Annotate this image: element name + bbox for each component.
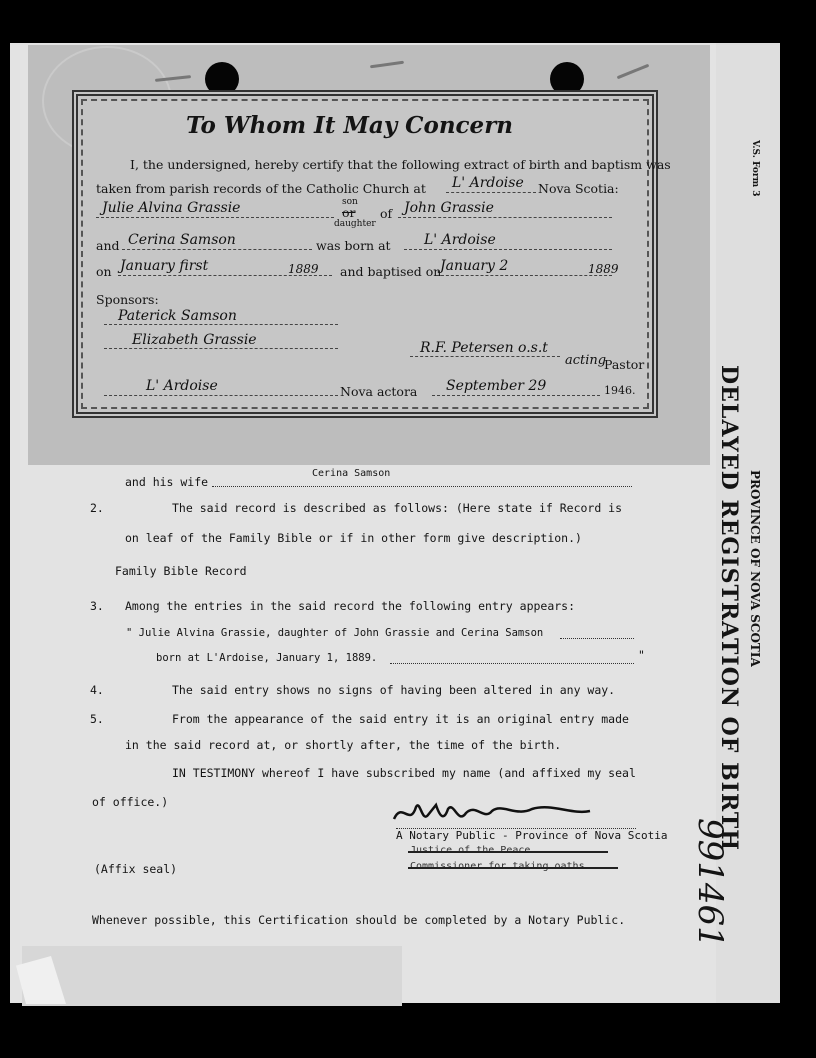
fill-line — [104, 348, 338, 349]
fill-line — [410, 356, 560, 357]
baptised-label: and baptised on — [340, 264, 442, 279]
registration-number: 991461 — [690, 818, 730, 948]
province-label: PROVINCE OF NOVA SCOTIA — [748, 470, 762, 667]
seal-note: (Affix seal) — [94, 862, 178, 876]
or-label: or — [342, 205, 356, 220]
entry-line-1: " Julie Alvina Grassie, daughter of John Grassie and Cerina Samson — [126, 627, 544, 639]
fill-line — [446, 192, 536, 193]
item-4-text: The said entry shows no signs of having been altered in any way. — [172, 683, 616, 697]
acting-label: acting — [565, 353, 607, 368]
pastor-signature: R.F. Petersen o.s.t — [420, 340, 548, 356]
mother-name: Cerina Samson — [128, 232, 236, 248]
issue-place: L' Ardoise — [146, 378, 218, 394]
child-name: Julie Alvina Grassie — [102, 200, 241, 216]
on-label: on — [96, 264, 112, 279]
father-name: John Grassie — [404, 200, 494, 216]
strikethrough — [408, 851, 608, 853]
strikethrough — [408, 867, 618, 869]
issue-date: September 29 — [446, 378, 547, 394]
records-line: taken from parish records of the Catholic Church at — [96, 181, 426, 196]
entry-close: " — [638, 648, 645, 662]
sponsors-label: Sponsors: — [96, 292, 159, 307]
pastor-label: Pastor — [604, 357, 645, 372]
parish-place: L' Ardoise — [452, 175, 524, 191]
testimony-text-cont: of office.) — [92, 795, 169, 809]
item-5-number: 5. — [90, 712, 104, 726]
item-5-text: From the appearance of the said entry it is an original entry made — [172, 712, 629, 726]
record-type: Family Bible Record — [115, 564, 247, 578]
certificate-heading: To Whom It May Concern — [186, 112, 514, 139]
item-4-number: 4. — [90, 683, 104, 697]
issue-province: Nova actora — [340, 384, 418, 399]
birth-year: 1889 — [288, 262, 319, 276]
issue-year: 1946. — [604, 384, 636, 397]
fill-line — [398, 217, 612, 218]
underlying-page — [22, 946, 402, 1006]
item-5-text-cont: in the said record at, or shortly after, the time of the birth. — [125, 738, 562, 752]
born-at-label: was born at — [316, 238, 391, 253]
sponsor-1: Paterick Samson — [118, 308, 237, 324]
wife-label: and his wife — [125, 475, 209, 489]
baptism-year: 1889 — [588, 262, 619, 276]
testimony-text: IN TESTIMONY whereof I have subscribed my name (and affixed my seal — [172, 766, 636, 780]
document-title: DELAYED REGISTRATION OF BIRTH — [716, 365, 742, 852]
item-3-text: Among the entries in the said record the following entry appears: — [125, 599, 576, 613]
dotted-line — [390, 663, 634, 664]
of-label: of — [380, 206, 393, 221]
item-2-text-cont: on leaf of the Family Bible or if in other form give description.) — [125, 531, 582, 545]
wife-name: Cerina Samson — [312, 468, 391, 479]
and-label: and — [96, 238, 120, 253]
fill-line — [404, 249, 612, 250]
notary-title: A Notary Public - Province of Nova Scotia — [396, 829, 668, 842]
item-2-number: 2. — [90, 501, 104, 515]
entry-line-2: born at L'Ardoise, January 1, 1889. — [156, 652, 378, 664]
dotted-line — [560, 638, 634, 639]
fill-line — [104, 324, 338, 325]
certify-line: I, the undersigned, hereby certify that the following extract of birth and baptism was — [130, 157, 671, 172]
province-text: Nova Scotia: — [538, 181, 619, 196]
fill-line — [118, 275, 332, 276]
birth-place: L' Ardoise — [424, 232, 496, 248]
item-3-number: 3. — [90, 599, 104, 613]
birth-date: January first — [120, 258, 209, 274]
item-2-text: The said record is described as follows: (Here state if Record is — [172, 501, 623, 515]
form-number: V.S. Form 3 — [750, 140, 760, 197]
fill-line — [104, 395, 338, 396]
fill-line — [96, 217, 334, 218]
dotted-line — [212, 486, 632, 487]
footer-note: Whenever possible, this Certification should be completed by a Notary Public. — [92, 913, 626, 927]
sponsor-2: Elizabeth Grassie — [132, 332, 257, 348]
fill-line — [122, 249, 312, 250]
fill-line — [436, 275, 612, 276]
daughter-label: daughter — [334, 219, 376, 229]
certificate-border — [72, 90, 658, 418]
baptism-date: January 2 — [440, 258, 509, 274]
son-label: son — [342, 197, 358, 207]
fill-line — [432, 395, 600, 396]
